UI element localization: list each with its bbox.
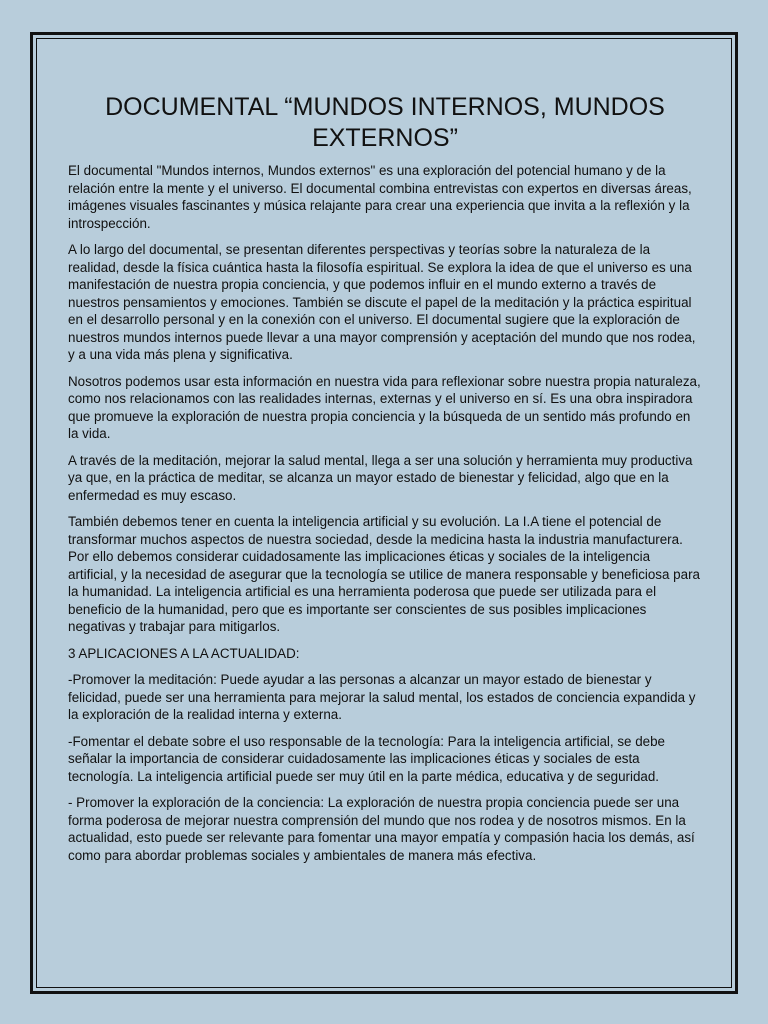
applications-heading: 3 APLICACIONES A LA ACTUALIDAD:: [68, 645, 300, 661]
application-item-technology: -Fomentar el debate sobre el uso responsable de la tecnología: Para la inteligencia artificial, se debe señalar la importancia de considerar cuidadosamente las implicaciones éticas y sociales de esta tecnología. La inteligencia artificial puede ser muy útil en la parte médica, educativa y de seguridad.: [68, 733, 665, 784]
paragraph-artificial-intelligence: También debemos tener en cuenta la inteligencia artificial y su evolución. La I.A tiene el potencial de transformar muchos aspectos de nuestra sociedad, desde la medicina hasta la industria manufacturera. Por ello debemos considerar cuidadosamente las implicaciones éticas y sociales de la inteligencia artificial, y la necesidad de asegurar que la tecnología se utilice de manera responsable y beneficiosa para la humanidad. La inteligencia artificial es una herramienta poderosa que puede ser utilizada para el beneficio de la humanidad, pero que es importante ser conscientes de sus posibles implicaciones negativas y trabajar para mitigarlos.: [68, 514, 700, 634]
application-item-meditation: -Promover la meditación: Puede ayudar a las personas a alcanzar un mayor estado de bienestar y felicidad, puede ser una herramienta para mejorar la salud mental, los estados de conciencia expandida y la exploración de la realidad interna y externa.: [68, 672, 696, 722]
paragraph-perspectives: A lo largo del documental, se presentan diferentes perspectivas y teorías sobre la naturaleza de la realidad, desde la física cuántica hasta la filosofía espiritual. Se explora la idea de que el universo es una manifestación de nuestra propia conciencia, y que podemos influir en el mundo externo a través de nuestros pensamientos y emociones. También se discute el papel de la meditación y la práctica espiritual en el desarrollo personal y en la conexión con el universo. El documental sugiere que la exploración de nuestros mundos internos puede llevar a una mayor comprensión y aceptación del mundo que nos rodea, y a una vida más plena y significativa.: [68, 242, 696, 362]
paragraph-meditation: A través de la meditación, mejorar la salud mental, llega a ser una solución y herramienta muy productiva ya que, en la práctica de meditar, se alcanza un mayor estado de bienestar y felicidad, algo que en la enfermedad es muy escaso.: [68, 452, 693, 503]
document-title: DOCUMENTAL “MUNDOS INTERNOS, MUNDOS EXTERNOS”: [105, 93, 665, 152]
document-body: [68, 92, 702, 873]
paragraph-intro: El documental "Mundos internos, Mundos externos" es una exploración del potencial humano y de la relación entre la mente y el universo. El documental combina entrevistas con expertos en diversas áreas, imágenes visuales fascinantes y música relajante para crear una experiencia que invita a la reflexión y la introspección.: [68, 163, 692, 231]
paragraph-reflection: Nosotros podemos usar esta información en nuestra vida para reflexionar sobre nuestra propia naturaleza, como nos relacionamos con las realidades internas, externas y el universo en sí. Es una obra inspiradora que promueve la exploración de nuestra propia conciencia y la búsqueda de un sentido más profundo en la vida.: [68, 373, 701, 441]
application-item-consciousness: - Promover la exploración de la conciencia: La exploración de nuestra propia conciencia puede ser una forma poderosa de mejorar nuestra comprensión del mundo que nos rodea y de nosotros mismos. En la actualidad, esto puede ser relevante para fomentar una mayor empatía y compasión hacia los demás, así como para abordar problemas sociales y ambientales de manera más efectiva.: [68, 795, 695, 863]
